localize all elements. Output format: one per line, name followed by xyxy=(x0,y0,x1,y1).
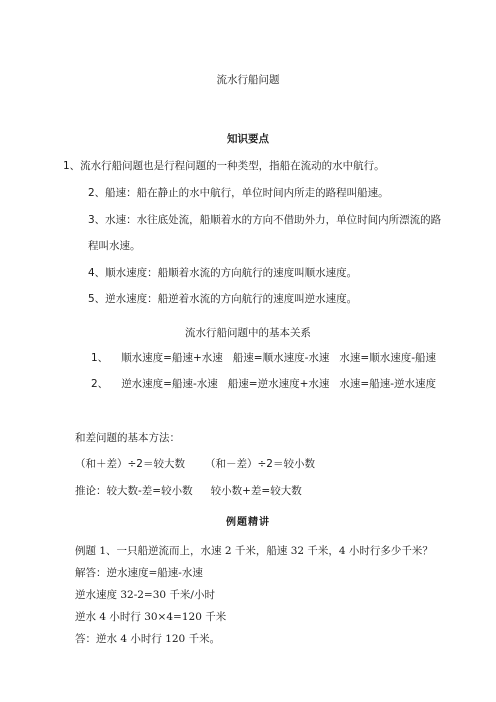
example-solution-label: 解答：逆水速度=船速-水速 xyxy=(75,567,203,579)
relation-c: 水速=船速-逆水速度 xyxy=(339,378,436,390)
examples-heading: 例题精讲 xyxy=(226,517,270,528)
page-title: 流水行船问题 xyxy=(216,74,280,86)
point-1: 1、流水行船问题也是行程问题的一种类型，指船在流动的水中航行。 xyxy=(63,160,385,172)
corollary-2: 较小数+差=较大数 xyxy=(210,485,302,497)
relation-number: 2、 xyxy=(91,378,109,390)
point-3-continued: 程叫水速。 xyxy=(88,240,141,252)
relation-a: 顺水速度=船速+水速 xyxy=(121,352,223,364)
corollary-1: 推论：较大数-差=较小数 xyxy=(75,485,193,497)
relations-title: 流水行船问题中的基本关系 xyxy=(185,327,311,339)
relation-row-1 xyxy=(91,351,436,365)
relation-row-2 xyxy=(91,377,436,391)
point-2: 2、船速：船在静止的水中航行，单位时间内所走的路程叫船速。 xyxy=(88,187,389,199)
point-4: 4、顺水速度：船顺着水流的方向航行的速度叫顺水速度。 xyxy=(88,267,358,279)
example-step-1: 逆水速度 32-2=30 千米/小时 xyxy=(75,589,215,601)
point-3: 3、水速：水往底处流，船顺着水的方向不借助外力，单位时间内所漂流的路 xyxy=(88,214,442,226)
relation-b: 船速=逆水速度+水速 xyxy=(227,378,330,390)
relation-c: 水速=顺水速度-船速 xyxy=(339,352,436,364)
corollary-line xyxy=(75,484,302,498)
relation-number: 1、 xyxy=(91,352,109,364)
formula-smaller: （和－差）÷2＝较小数 xyxy=(204,458,315,470)
relation-b: 船速=顺水速度-水速 xyxy=(232,352,330,364)
example-answer: 答：逆水 4 小时行 120 千米。 xyxy=(75,633,221,645)
formula-larger: （和＋差）÷2＝较大数 xyxy=(75,458,185,470)
example-step-2: 逆水 4 小时行 30×4=120 千米 xyxy=(75,611,227,623)
section-heading-knowledge: 知识要点 xyxy=(227,133,269,145)
relation-a: 逆水速度=船速-水速 xyxy=(121,378,218,390)
sum-diff-formulas xyxy=(75,457,315,471)
point-5: 5、逆水速度：船逆着水流的方向航行的速度叫逆水速度。 xyxy=(88,293,358,305)
example-question: 例题 1、一只船逆流而上，水速 2 千米，船速 32 千米，4 小时行多少千米？ xyxy=(75,545,433,557)
sum-diff-title: 和差问题的基本方法： xyxy=(75,432,180,444)
